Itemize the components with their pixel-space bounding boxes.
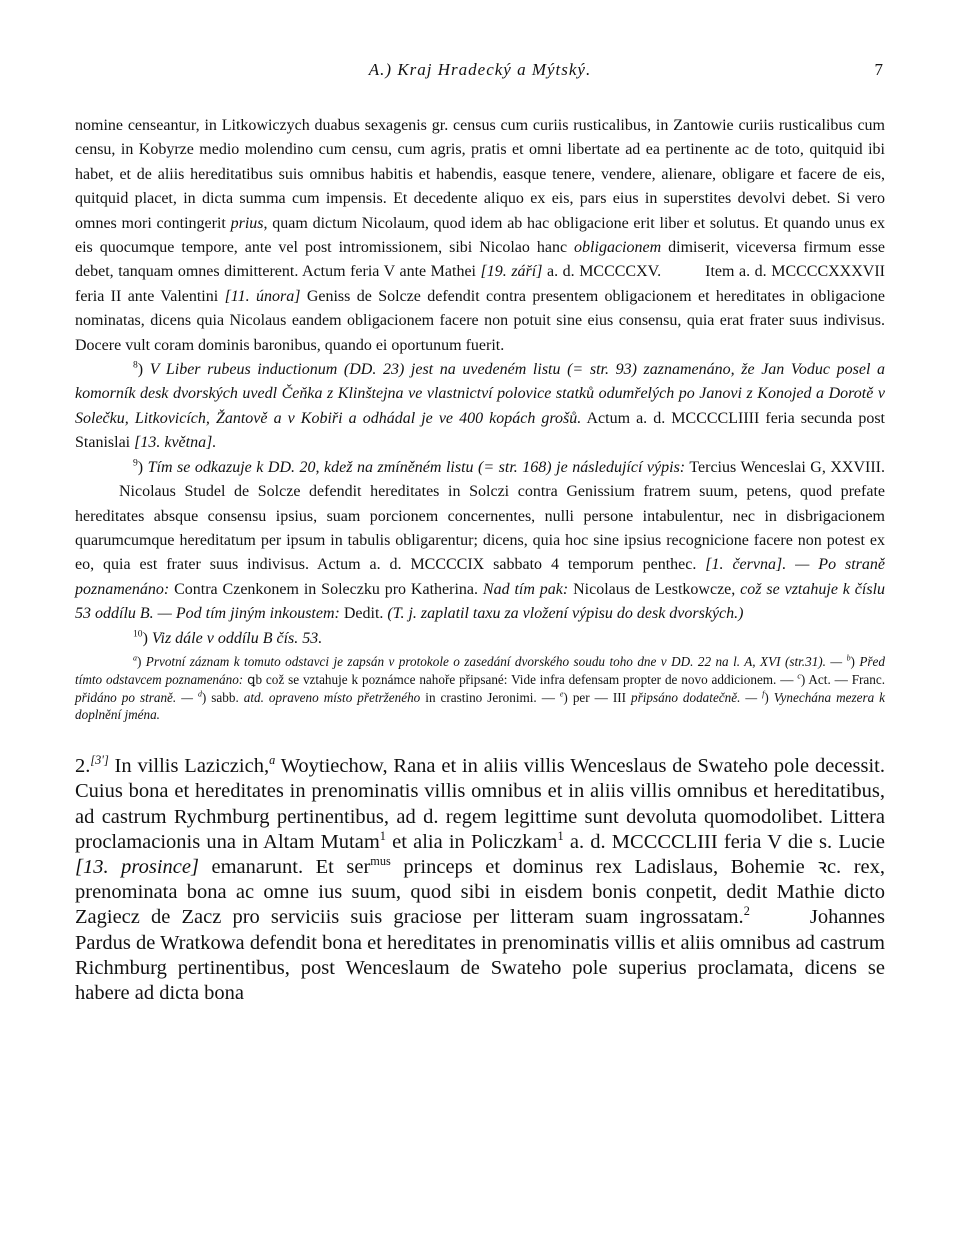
text-span: Item a. d. MCCCCXXXVII feria II ante Valentini xyxy=(75,263,886,305)
text-span: Actum a. d. MCCCCLIIII feria secunda post Stanislai xyxy=(75,409,885,452)
text-span: Geniss de Solcze defendit contra presentem obligacionem et hereditates in obligacione nominatas, dicens quia Nicolaus eandem obligacionem facere non potuit sine eius consensu, quia erat frater suus indivisus. Docere vult coram dominis baronibus, quando ei oportunum fuerit. xyxy=(75,287,886,354)
note-marker: 10 xyxy=(133,628,143,640)
text-span: nomine censeantur, in Litkowiczych duabus sexagenis gr. census cum curiis rusticalibus, in Zantowie curiis rusticalibus cum censu, in Kobyrze medio molendino cum censu, cum agris, pratis et omni libertate ad ea pertinente ac de toto, quitquid ibi habet, et de aliis hereditatibus suis omnibus habitis et habendis, easque tenere, vendere, alienare, obligare et facere de eis, quitquid placet, in dicta summa cum impensis. Et decedente aliquo ex eis, pars eius in superstites devolvi debet. Si vero omnes mori contingerit xyxy=(75,117,885,232)
italic-span: V Liber rubeus inductionum (DD. 23) jest na uvedeném listu (= str. 93) zaznamenáno, že Jan Voduc posel a komorník desk dvorských uvedl Čeňka z Klinštejna ve vlastnictví polovice statků odumřelých po Janovi z Konojed a Dorotě v Solečku, Litkovicích, Žantově a v Kobiři a odhádal je ve 400 kopách grošů. xyxy=(75,361,886,427)
date-bracket: [19. září] xyxy=(480,263,543,281)
text-span: emanarunt. Et ser xyxy=(198,855,371,878)
superscript: mus xyxy=(370,854,391,869)
entry-2 xyxy=(75,754,885,1006)
text-span: Nicolaus de Lestkowcze, xyxy=(568,580,741,598)
text-span: Vide infra defensam propter de novo addicionem. — xyxy=(507,671,794,687)
entry-number: 2. xyxy=(75,755,91,778)
text-span: Tercius Wenceslai G, XXVIII. xyxy=(685,458,886,476)
footnote-8: $^8$) V Liber rubeus inductionum (DD. 23) jest na uvedeném listu (= str. 93) zaznamenáno, že Jan Voduc posel a komorník desk dvorských uvedl Čeňka z Klinštejna ve vlastnictví polovice statků odumřelých po Janovi z Konojed a Dorotě v Solečku, Litkovicích, Žantově a v Kobiři a odhádal je ve 400 kopách grošů. Actum a. d. MCCCCLIIII feria secunda post Stanislai [13. května]. xyxy=(75,359,886,452)
note-marker: f xyxy=(762,689,765,699)
running-title: A.) Kraj Hradecký a Mýtský. xyxy=(368,60,592,79)
apparatus-paragraph: $^a$) Prvotní záznam k tomuto odstavci je zapsán v protokole o zasedání dvorského soudu toho dne v DD. 22 na l. A, XVI (str.31). — $^b$) Před tímto odstavcem poznamenáno: ꝗb což se vztahuje k poznámce nahoře připsané: Vide infra defensam propter de novo addicionem. — $^c$) Act. — Franc. přidáno po straně. — $^d$) sabb. atd. opraveno místo přetrženého in crastino Jeronimi. — $^e$) per — III připsáno dodatečně. — $^f$) Vynechána mezera k doplnění jména. xyxy=(75,653,886,723)
text-span: ꝗb což se vztahuje k poznámce nahoře připsané: xyxy=(243,671,508,687)
text-span: dimiserit, viceversa firmum esse debet, tanquam omnes dimitterent. Actum feria V ante Mathei xyxy=(75,239,886,281)
text-span: sabb. xyxy=(206,689,244,705)
note-marker: 1 xyxy=(379,828,386,843)
note-marker: 9 xyxy=(133,457,138,469)
italic-span: Tím se odkazuje k DD. 20, kdež na zmíněném listu (= str. 168) je následující výpis: xyxy=(147,458,686,476)
text-span: Act. — Franc. xyxy=(805,671,886,687)
italic-span: (T. j. zaplatil taxu za vložení výpisu do desk dvorských.) xyxy=(387,605,744,623)
footnote-10: $^{10}$) Viz dále v oddílu B čís. 53. xyxy=(133,628,323,647)
paragraph-continuation xyxy=(75,114,885,358)
italic-span: Nad tím pak: xyxy=(482,580,569,598)
italic-span: prius xyxy=(230,214,264,232)
folio-marker: [3'] xyxy=(90,753,109,768)
apparatus-notes xyxy=(75,653,885,724)
note-marker: c xyxy=(797,671,801,681)
note-marker: b xyxy=(846,653,851,663)
italic-span: [1. června]. — Po straně poznamenáno: xyxy=(75,556,886,598)
text-span: In villis Laziczich, xyxy=(108,755,270,778)
page-number: 7 xyxy=(874,60,883,79)
note-marker: e xyxy=(559,689,564,699)
text-span: Dedit. xyxy=(339,605,388,623)
text-span: in crastino Jeronimi. — xyxy=(420,689,555,705)
text-span: Woytiechow, Rana et in aliis villis Wenceslaus de Swateho pole decessit. Cuius bona et hereditates in prenominatis villis omnibus et in aliis villis omnibus et hereditatibus, ad castrum Rychmburg pertinentibus, ad d. regem legittime sunt devoluta quomodolibet. Littera proclamacionis una in Altam Mutam xyxy=(75,755,885,853)
note-marker: d xyxy=(197,689,202,699)
note-marker: 2 xyxy=(743,904,750,919)
italic-span: Před tímto odstavcem poznamenáno: xyxy=(75,653,885,687)
text-span: princeps et dominus rex Ladislaus, Bohemie ꝛc. rex, prenominata bona ac omne ius suum, quod sibi in eisdem bonis conpetit, dedit Mathie dicto Zagiecz de Zacz pro serviciis suis graciose per litteram suam ingrossatam. xyxy=(75,855,885,929)
text-span: Johannes Pardus de Wratkowa defendit bona et hereditates in prenominatis villis et aliis omnibus ad castrum Richmburg pertinentibus, post Wenceslaum de Swateho pole superius proclamata, dicens se habere ad dicta bona xyxy=(75,906,885,1004)
note-marker: 8 xyxy=(133,359,138,371)
italic-span: atd. opraveno místo přetrženého xyxy=(243,689,421,705)
document-page xyxy=(75,52,885,1006)
footnote-9: $^9$) Tím se odkazuje k DD. 20, kdež na zmíněném listu (= str. 168) je následující výpis: Tercius Wenceslai G, XXVIII.Nicolaus Studel de Solcze defendit hereditates in Solczi contra Genissium fratrem suum, petens, quod prefate hereditates absque consensu ipsius, suam porcionem concernentes, nulli persone intabulentur, nec in disbrigacionem quarumcumque hereditatum per ipsum in tabulis obligarentur; dicens, quia hoc sine ipsius recognicione facere non potest ex eo, quia est frater suus indivisus. Actum a. d. MCCCCIX sabbato 4 temporum penthec. [1. června]. — Po straně poznamenáno: Contra Czenkonem in Soleczku pro Katherina. Nad tím pak: Nicolaus de Lestkowcze, což se vztahuje k číslu 53 oddílu B. — Pod tím jiným inkoustem: Dedit. (T. j. zaplatil taxu za vložení výpisu do desk dvorských.) xyxy=(75,457,886,623)
italic-span: přidáno po straně. — xyxy=(75,689,193,705)
note-marker: a xyxy=(269,753,276,768)
italic-span: Prvotní záznam k tomuto odstavci je zapsán v protokole o zasedání dvorského soudu toho dne v DD. 22 na l. A, XVI (str.31). — xyxy=(145,653,843,669)
italic-span: Vynechána mezera k doplnění jména. xyxy=(75,689,886,723)
text-span: et alia in Policzkam xyxy=(385,830,558,853)
italic-span: což se vztahuje k číslu 53 oddílu B. — Pod tím jiným inkoustem: xyxy=(75,580,886,623)
text-span: , quam dictum Nicolaum, quod idem ab hac obligacione erit liber et solutus. Et quando unus ex eis quocumque tempore, ante vel post intromissionem, sibi Nicolao hanc xyxy=(75,214,885,257)
text-span: Contra Czenkonem in Soleczku pro Katherina. xyxy=(169,580,483,598)
date-bracket: [13. prosince] xyxy=(75,855,199,878)
note-marker: a xyxy=(133,653,137,663)
text-span: a. d. MCCCCLIII feria V die s. Lucie xyxy=(563,830,885,853)
page-header xyxy=(75,52,885,82)
date-bracket: [13. května]. xyxy=(134,434,217,452)
note-marker: 1 xyxy=(557,828,564,843)
main-text xyxy=(75,114,885,651)
text-span: a. d. MCCCCXV. xyxy=(542,263,662,281)
italic-span: obligacionem xyxy=(574,239,662,257)
italic-span: připsáno dodatečně. — xyxy=(631,689,758,705)
text-span: Nicolaus Studel de Solcze defendit hereditates in Solczi contra Genissium fratrem suum, petens, quod prefate hereditates absque consensu ipsius, suam porcionem concernentes, nulli persone intabulentur, nec in disbrigacionem quarumcumque hereditatum per ipsum in tabulis obligarentur; dicens, quia hoc sine ipsius recognicione facere non potest ex eo, quia est frater suus indivisus. Actum a. d. MCCCCIX sabbato 4 temporum penthec. xyxy=(75,483,885,574)
date-bracket: [11. února] xyxy=(224,287,301,305)
text-span: per — III xyxy=(567,689,632,705)
italic-span: Viz dále v oddílu B čís. 53. xyxy=(151,629,323,647)
